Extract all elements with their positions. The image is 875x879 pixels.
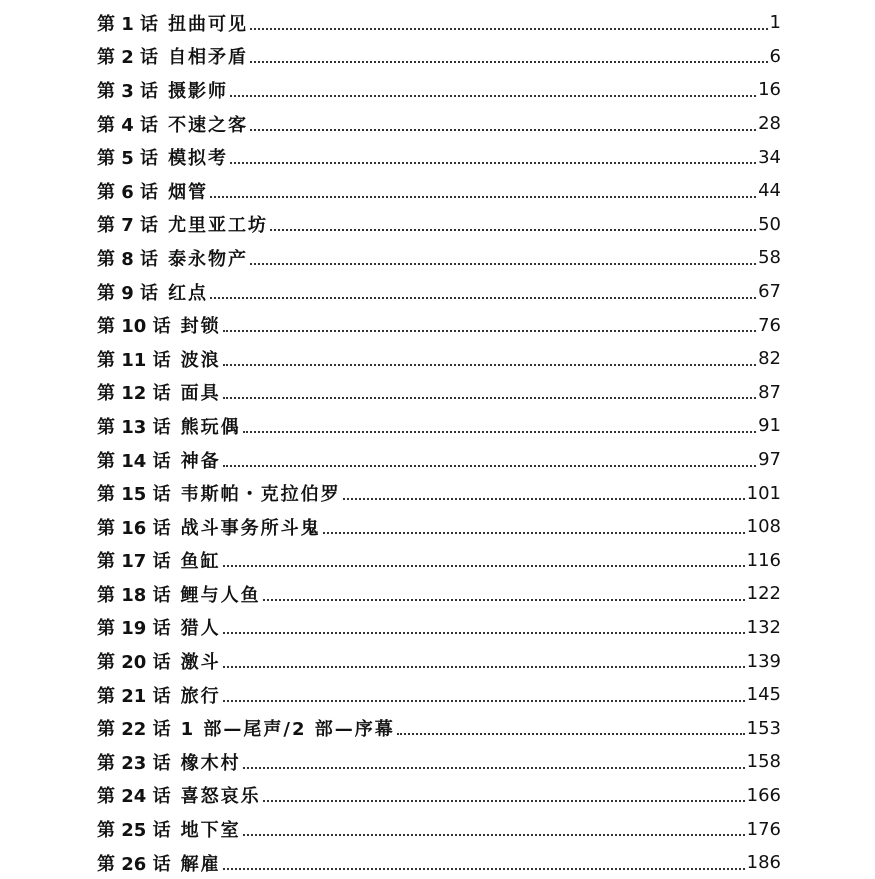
chapter-title: 模拟考 (168, 148, 229, 170)
chapter-title: 战斗事务所斗鬼 (180, 517, 321, 539)
page-number: 67 (758, 281, 781, 303)
chapter-number: 第 7 话 (97, 215, 159, 237)
chapter-number: 第 22 话 (97, 719, 171, 741)
dot-leader (230, 162, 756, 164)
page-number: 158 (746, 751, 781, 773)
page-number: 6 (769, 45, 781, 67)
dot-leader (343, 498, 745, 500)
page-number: 166 (746, 784, 781, 806)
toc-entry[interactable] (97, 208, 781, 242)
toc-entry[interactable] (97, 678, 781, 712)
chapter-title: 自相矛盾 (168, 47, 249, 69)
chapter-number: 第 23 话 (97, 752, 171, 774)
chapter-number: 第 19 话 (97, 618, 171, 640)
dot-leader (250, 28, 767, 30)
chapter-number: 第 4 话 (97, 114, 159, 136)
toc-entry[interactable] (97, 745, 781, 779)
page-number: 16 (758, 79, 781, 101)
chapter-number: 第 24 话 (97, 786, 171, 808)
chapter-title: 烟管 (168, 181, 209, 203)
toc-entry[interactable] (97, 779, 781, 813)
chapter-title: 韦斯帕・克拉伯罗 (180, 484, 341, 506)
chapter-title: 不速之客 (168, 114, 249, 136)
dot-leader (223, 632, 745, 634)
toc-entry[interactable] (97, 577, 781, 611)
chapter-number: 第 5 话 (97, 148, 159, 170)
chapter-title: 神备 (180, 450, 221, 472)
dot-leader (223, 700, 745, 702)
page-number: 176 (746, 818, 781, 840)
toc-entry[interactable] (97, 6, 781, 40)
chapter-title: 面具 (180, 383, 221, 405)
dot-leader (230, 95, 756, 97)
toc-entry[interactable] (97, 140, 781, 174)
page-number: 44 (758, 180, 781, 202)
chapter-number: 第 3 话 (97, 80, 159, 102)
page-number: 50 (758, 213, 781, 235)
toc-entry[interactable] (97, 846, 781, 879)
chapter-number: 第 12 话 (97, 383, 171, 405)
page-number: 132 (746, 616, 781, 638)
toc-entry[interactable] (97, 544, 781, 578)
dot-leader (243, 767, 745, 769)
page-number: 58 (758, 247, 781, 269)
toc-entry[interactable] (97, 812, 781, 846)
chapter-number: 第 6 话 (97, 181, 159, 203)
dot-leader (210, 196, 756, 198)
toc-entry[interactable] (97, 174, 781, 208)
chapter-title: 封锁 (180, 316, 221, 338)
page-number: 76 (758, 314, 781, 336)
toc-entry[interactable] (97, 107, 781, 141)
toc-entry[interactable] (97, 376, 781, 410)
dot-leader (223, 364, 757, 366)
chapter-number: 第 15 话 (97, 484, 171, 506)
chapter-number: 第 1 话 (97, 13, 159, 35)
dot-leader (243, 431, 757, 433)
chapter-title: 旅行 (180, 685, 221, 707)
chapter-title: 波浪 (180, 349, 221, 371)
chapter-number: 第 10 话 (97, 316, 171, 338)
dot-leader (223, 330, 757, 332)
page-number: 145 (746, 684, 781, 706)
chapter-title: 摄影师 (168, 80, 229, 102)
chapter-number: 第 13 话 (97, 416, 171, 438)
chapter-title: 泰永物产 (168, 248, 249, 270)
chapter-number: 第 14 话 (97, 450, 171, 472)
dot-leader (223, 397, 757, 399)
chapter-number: 第 16 话 (97, 517, 171, 539)
page-number: 116 (746, 549, 781, 571)
chapter-number: 第 17 话 (97, 551, 171, 573)
chapter-number: 第 20 话 (97, 652, 171, 674)
dot-leader (250, 61, 767, 63)
chapter-number: 第 18 话 (97, 584, 171, 606)
dot-leader (263, 599, 745, 601)
chapter-title: 鲤与人鱼 (180, 584, 261, 606)
page-number: 1 (769, 12, 781, 34)
page-number: 28 (758, 113, 781, 135)
toc-entry[interactable] (97, 476, 781, 510)
chapter-number: 第 9 话 (97, 282, 159, 304)
chapter-number: 第 21 话 (97, 685, 171, 707)
page-number: 34 (758, 146, 781, 168)
chapter-title: 激斗 (180, 652, 221, 674)
page-number: 139 (746, 650, 781, 672)
dot-leader (223, 465, 757, 467)
toc-entry[interactable] (97, 510, 781, 544)
page-number: 97 (758, 449, 781, 471)
page-number: 101 (746, 482, 781, 504)
page-number: 91 (758, 415, 781, 437)
dot-leader (223, 666, 745, 668)
chapter-title: 尤里亚工坊 (168, 215, 269, 237)
chapter-title: 橡木村 (180, 752, 241, 774)
dot-leader (210, 297, 756, 299)
toc-entry[interactable] (97, 611, 781, 645)
toc-entry[interactable] (97, 275, 781, 309)
toc-entry[interactable] (97, 711, 781, 745)
page-number: 87 (758, 381, 781, 403)
dot-leader (223, 565, 745, 567)
table-of-contents (97, 6, 781, 879)
dot-leader (223, 868, 745, 870)
dot-leader (250, 129, 756, 131)
chapter-title: 鱼缸 (180, 551, 221, 573)
toc-entry[interactable] (97, 342, 781, 376)
chapter-title: 1 部—尾声/2 部—序幕 (180, 719, 395, 741)
page-number: 186 (746, 852, 781, 874)
dot-leader (250, 263, 756, 265)
toc-entry[interactable] (97, 443, 781, 477)
dot-leader (263, 800, 745, 802)
toc-entry[interactable] (97, 409, 781, 443)
chapter-title: 解雇 (180, 853, 221, 875)
chapter-title: 熊玩偶 (180, 416, 241, 438)
page-number: 153 (746, 717, 781, 739)
toc-entry[interactable] (97, 308, 781, 342)
chapter-title: 喜怒哀乐 (180, 786, 261, 808)
dot-leader (323, 532, 745, 534)
chapter-title: 扭曲可见 (168, 13, 249, 35)
chapter-title: 红点 (168, 282, 209, 304)
chapter-number: 第 26 话 (97, 853, 171, 875)
toc-entry[interactable] (97, 241, 781, 275)
chapter-title: 地下室 (180, 820, 241, 842)
chapter-number: 第 8 话 (97, 248, 159, 270)
toc-entry[interactable] (97, 644, 781, 678)
dot-leader (397, 733, 745, 735)
chapter-number: 第 11 话 (97, 349, 171, 371)
toc-entry[interactable] (97, 40, 781, 74)
dot-leader (243, 834, 745, 836)
toc-entry[interactable] (97, 73, 781, 107)
chapter-number: 第 25 话 (97, 820, 171, 842)
dot-leader (270, 229, 756, 231)
page-number: 122 (746, 583, 781, 605)
page-number: 82 (758, 348, 781, 370)
page-number: 108 (746, 516, 781, 538)
chapter-title: 猎人 (180, 618, 221, 640)
chapter-number: 第 2 话 (97, 47, 159, 69)
